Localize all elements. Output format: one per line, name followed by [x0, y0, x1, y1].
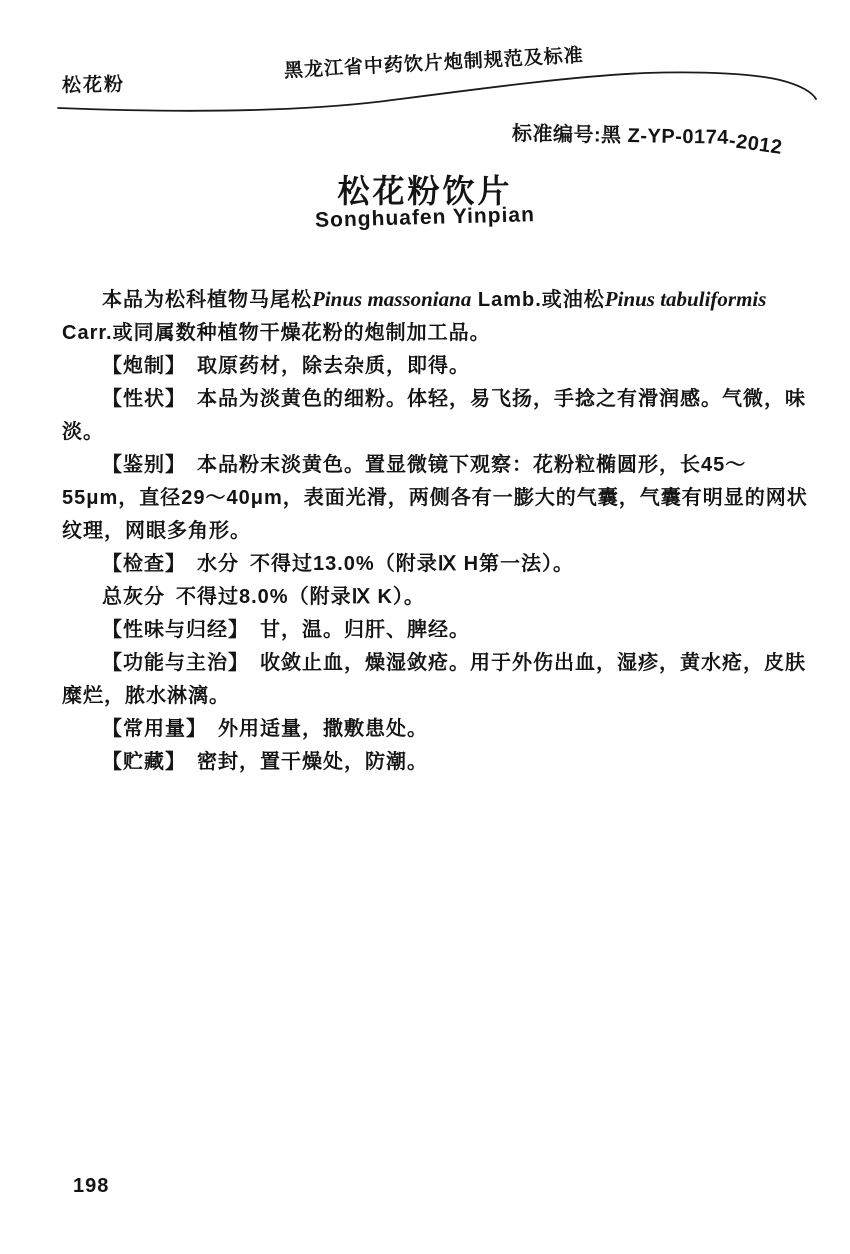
entry-text: 外用适量，撒敷患处。: [218, 718, 428, 740]
running-header-book-title: 黑龙江省中药饮片炮制规范及标准: [283, 45, 585, 82]
entry-text: 本品粉末淡黄色。置显微镜下观察：花粉粒椭圆形，长45～55μm，直径29～40μm，表面光滑，两侧各有一膨大的气囊，气囊有明显的网状纹理，网眼多角形。: [62, 454, 808, 542]
monograph-body: [62, 283, 818, 779]
entry-xingzhuang: [62, 383, 818, 449]
doc-subtitle-pinyin: Songhuafen Yinpian: [314, 203, 536, 232]
entry-label: 【功能与主治】: [102, 652, 249, 674]
entry-text: 密封，置干燥处，防潮。: [197, 751, 428, 773]
doc-title: 松花粉饮片: [337, 173, 513, 209]
entry-zhucang: [62, 746, 818, 779]
entry-label: 【性状】: [102, 388, 186, 410]
entry-paozhi: [62, 350, 818, 383]
entry-text: 本品为淡黄色的细粉。体轻，易飞扬，手捻之有滑润感。气微，味淡。: [62, 388, 806, 443]
page-number: 198: [73, 1175, 110, 1197]
entry-label: 【常用量】: [102, 718, 207, 740]
standard-number-tail: -2012: [727, 129, 784, 159]
entry-gongneng-zhuzhi: [62, 647, 818, 713]
standard-number-main: 标准编号:黑 Z-YP-0174: [511, 123, 730, 149]
intro-segment: Carr.或同属数种植物干燥花粉的炮制加工品。: [62, 322, 491, 344]
entry-changyongliang: [62, 713, 818, 746]
entry-sublabel: 水分: [197, 553, 239, 575]
entry-text: 不得过8.0%（附录Ⅸ K）。: [176, 586, 425, 608]
entry-label: 【检查】: [102, 553, 186, 575]
entry-xingwei-guijing: [62, 614, 818, 647]
entry-jianbie: [62, 449, 818, 548]
entry-label: 【鉴别】: [102, 454, 186, 476]
entry-label: 【性味与归经】: [102, 619, 249, 641]
running-header-section: 松花粉: [61, 74, 126, 97]
latin-name-pinus-massoniana: Pinus massoniana: [312, 287, 472, 311]
entry-sublabel: 总灰分: [102, 586, 165, 608]
header-rule-line: [55, 68, 820, 116]
entry-jiancha-zonghuifen: [62, 581, 818, 614]
entry-text: 甘，温。归肝、脾经。: [260, 619, 470, 641]
entry-text: 取原药材，除去杂质，即得。: [197, 355, 470, 377]
latin-name-pinus-tabuliformis: Pinus tabuliformis: [604, 287, 767, 311]
intro-paragraph: [62, 283, 818, 350]
intro-segment: Lamb.或油松: [471, 289, 605, 311]
entry-text: 收敛止血，燥湿敛疮。用于外伤出血，湿疹，黄水疮，皮肤糜烂，脓水淋漓。: [62, 652, 806, 707]
entry-label: 【贮藏】: [102, 751, 186, 773]
standard-number: [511, 117, 784, 159]
entry-label: 【炮制】: [102, 355, 186, 377]
intro-segment: 本品为松科植物马尾松: [102, 289, 312, 311]
entry-jiancha-shuifen: [62, 548, 818, 581]
entry-text: 不得过13.0%（附录Ⅸ H第一法）。: [250, 553, 575, 575]
